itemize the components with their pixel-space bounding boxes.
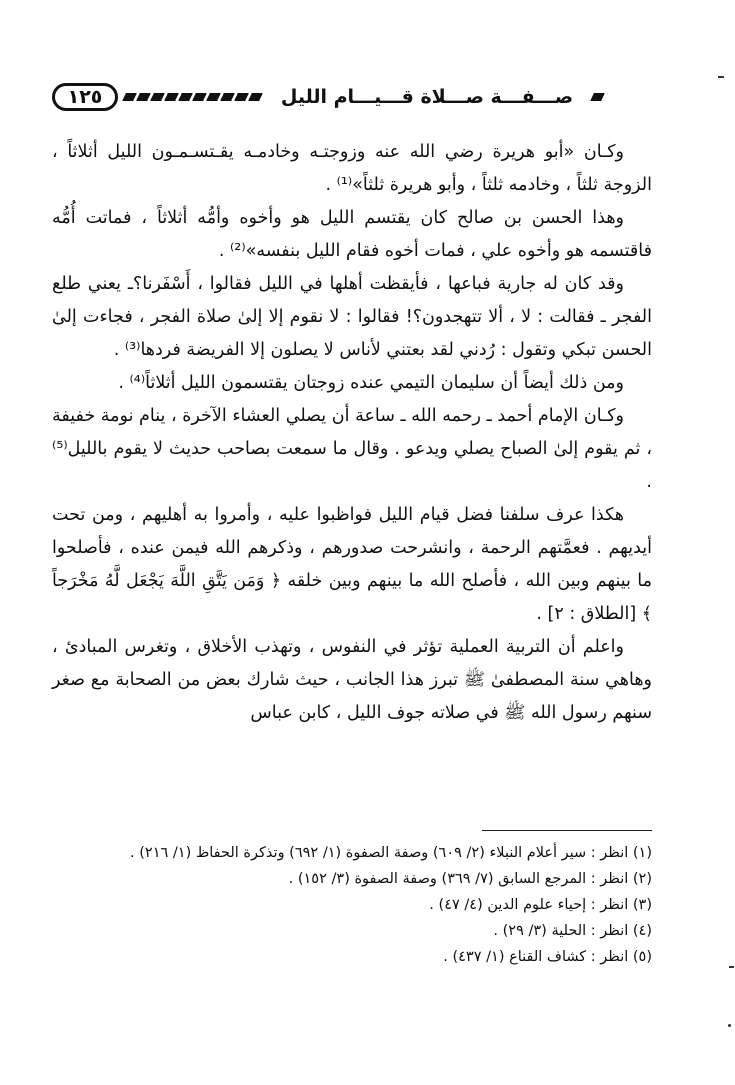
footnotes — [52, 840, 652, 970]
header-ornament-left — [122, 93, 264, 101]
main-text — [52, 136, 652, 730]
page-number: ١٢٥ — [52, 83, 118, 111]
footnote-separator — [482, 830, 652, 831]
running-header — [52, 80, 652, 114]
footnote: (٤) انظر : الحلية (٣/ ٢٩) . — [493, 923, 652, 939]
header-title: صـــفـــة صـــلاة قـــيـــام الليل — [280, 86, 574, 108]
paragraph: وكـان الإمام أحمد ـ رحمه الله ـ ساعة أن يصلي العشاء الآخرة ، ينام نومة خفيفة ، ثم يقوم إلىٰ الصباح يصلي ويدعو . وقال ما سمعت بصاحب حديث لا يقوم بالليل⁽⁵⁾ . — [52, 406, 652, 492]
scan-mark — [718, 76, 724, 78]
footnote: (٣) انظر : إحياء علوم الدين (٤/ ٤٧) . — [429, 897, 652, 913]
paragraph: واعلم أن التربية العملية تؤثر في النفوس ، وتهذب الأخلاق ، وتغرس المبادئ ، وهاهي سنة المصطفىٰ ﷺ تبرز هذا الجانب ، حيث شارك بعض من الصحابة مع صغر سنهم رسول الله ﷺ في صلاته جوف الليل ، كابن عباس — [52, 637, 652, 723]
footnote: (٢) انظر : المرجع السابق (٧/ ٣٦٩) وصفة الصفوة (٣/ ١٥٢) . — [288, 871, 652, 887]
paragraph: وكـان «أبو هريرة رضي الله عنه وزوجتـه وخادمـه يقـتسـمـون الليل أثلاثاً ، الزوجة ثلثاً ، وخادمه ثلثاً ، وأبو هريرة ثلثاً»⁽¹⁾ . — [52, 142, 652, 195]
scan-mark — [729, 966, 734, 968]
footnote: (١) انظر : سير أعلام النبلاء (٢/ ٦٠٩) وصفة الصفوة (١/ ٦٩٢) وتذكرة الحفاظ (١/ ٢١٦) . — [130, 845, 652, 861]
paragraph: ومن ذلك أيضاً أن سليمان التيمي عنده زوجتان يقتسمون الليل أثلاثاً⁽⁴⁾ . — [118, 373, 624, 393]
footnote: (٥) انظر : كشاف القناع (١/ ٤٣٧) . — [443, 949, 652, 965]
scan-mark — [728, 1024, 731, 1027]
header-ornament-right — [590, 93, 608, 101]
paragraph: هكذا عرف سلفنا فضل قيام الليل فواظبوا عليه ، وأمروا به أهليهم ، ومن تحت أيديهم . فعمَّتهم الرحمة ، وانشرحت صدورهم ، وذكرهم الله فيمن عنده ، فأصلحوا ما بينهم وبين الله ، فأصلح الله ما بينهم وبين خلقه ﴿ وَمَن يَتَّقِ اللَّهَ يَجْعَل لَّهُ مَخْرَجاً ﴾ [الطلاق : ٢] . — [52, 505, 652, 624]
paragraph: وهذا الحسن بن صالح كان يقتسم الليل هو وأخوه وأمُّه أثلاثاً ، فماتت أُمُّه فاقتسمه هو وأخوه علي ، فمات أخوه فقام الليل بنفسه»⁽²⁾ . — [52, 208, 652, 261]
paragraph: وقد كان له جارية فباعها ، فأيقظت أهلها في الليل فقالوا ، أَسْفَرنا؟ـ يعني طلع الفجر ـ فقالت : لا ، ألا تتهجدون؟! فقالوا : لا نقوم إلا إلىٰ صلاة الفجر ، فجاءت إلىٰ الحسن تبكي وتقول : رُدني لقد بعتني لأناس لا يصلون إلا الفريضة فردها⁽³⁾ . — [52, 274, 652, 360]
